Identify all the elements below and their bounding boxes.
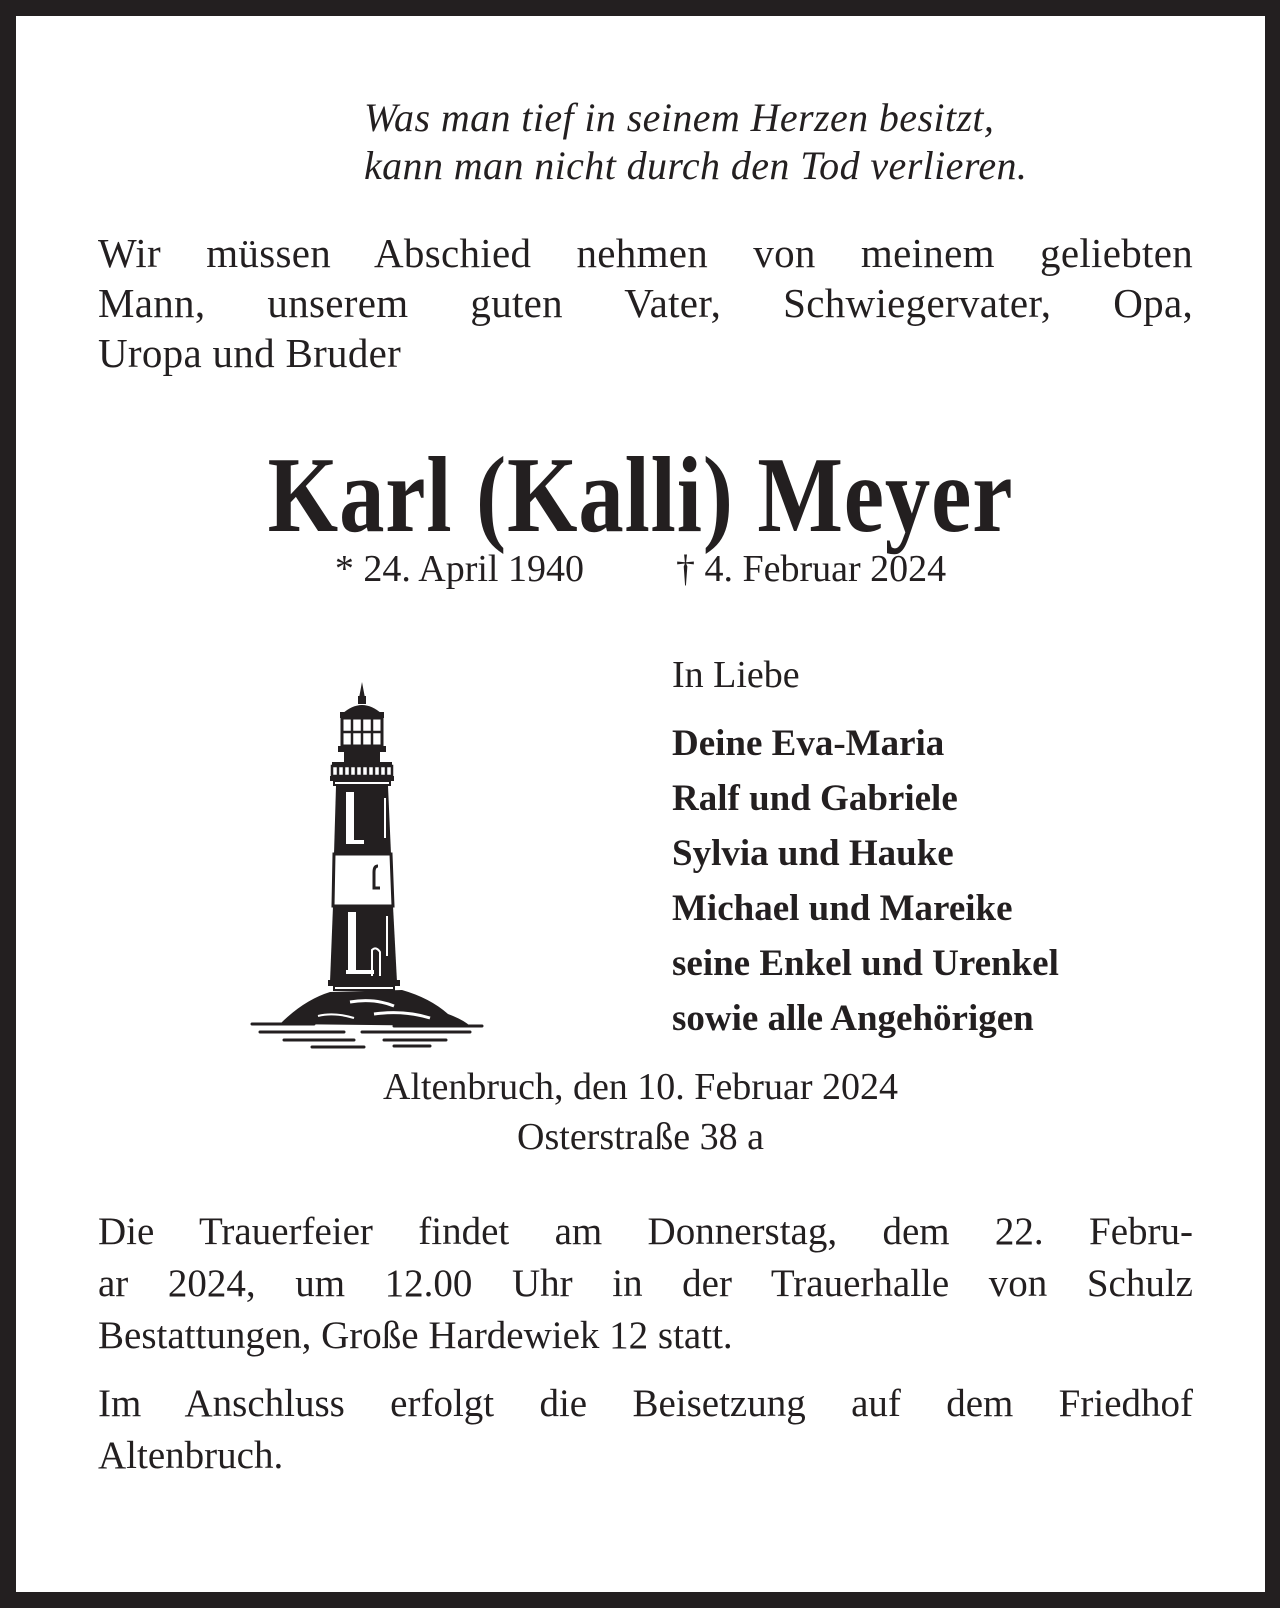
burial-info bbox=[98, 1378, 1193, 1482]
motto-line: Was man tief in seinem Herzen besitzt, bbox=[364, 95, 995, 140]
funeral-line: ar 2024, um 12.00 Uhr in der Trauerhalle von Schulz bbox=[98, 1262, 1193, 1305]
life-dates bbox=[16, 546, 1265, 592]
intro-text bbox=[98, 228, 1193, 378]
intro-line: Mann, unserem guten Vater, Schwiegervater, Opa, bbox=[98, 280, 1193, 326]
burial-line: Altenbruch. bbox=[98, 1434, 284, 1477]
funeral-line: Die Trauerfeier findet am Donnerstag, dem 22. Febru- bbox=[98, 1210, 1193, 1253]
burial-line: Im Anschluss erfolgt die Beisetzung auf dem Friedhof bbox=[98, 1382, 1193, 1425]
deceased-name: Karl (Kalli) Meyer bbox=[267, 436, 1014, 555]
place-and-address bbox=[16, 1062, 1265, 1162]
obituary-notice bbox=[16, 16, 1265, 1592]
funeral-line: Bestattungen, Große Hardewiek 12 statt. bbox=[98, 1314, 733, 1357]
motto-quote bbox=[364, 94, 1027, 190]
mourner-name: sowie alle Angehörigen bbox=[672, 998, 1034, 1039]
address: Osterstraße 38 a bbox=[517, 1116, 764, 1158]
mourners-list bbox=[672, 716, 1059, 1046]
motto-line: kann man nicht durch den Tod verlieren. bbox=[364, 143, 1028, 188]
birth-date: * 24. April 1940 bbox=[334, 548, 584, 590]
intro-line: Wir müssen Abschied nehmen von meinem geliebten bbox=[98, 230, 1193, 276]
place-date: Altenbruch, den 10. Februar 2024 bbox=[383, 1066, 898, 1108]
mourner-name: Deine Eva-Maria bbox=[672, 723, 945, 764]
funeral-info bbox=[98, 1206, 1193, 1362]
lighthouse-icon bbox=[234, 680, 484, 1052]
mourner-name: seine Enkel und Urenkel bbox=[672, 943, 1059, 984]
intro-line: Uropa und Bruder bbox=[98, 330, 402, 376]
mourner-name: Ralf und Gabriele bbox=[672, 778, 958, 819]
death-date: † 4. Februar 2024 bbox=[675, 548, 947, 590]
mourner-name: Sylvia und Hauke bbox=[672, 833, 954, 874]
signoff-text: In Liebe bbox=[672, 654, 800, 696]
mourner-name: Michael und Mareike bbox=[672, 888, 1013, 929]
